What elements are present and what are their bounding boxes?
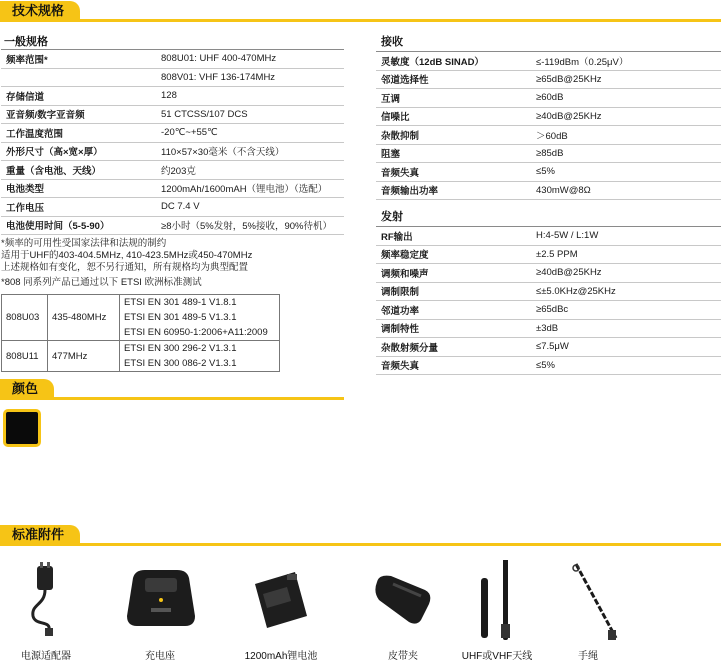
spec-row bbox=[1, 216, 344, 235]
spec-label: 电池类型 bbox=[1, 179, 156, 198]
spec-label: 电池使用时间（5-5-90） bbox=[1, 216, 156, 235]
spec-label: RF输出 bbox=[376, 227, 531, 246]
receive-heading: 接收 bbox=[381, 36, 403, 48]
accessory-power-adapter bbox=[0, 560, 106, 660]
specs-tab: 技术规格 bbox=[0, 1, 80, 21]
spec-label: 调频和噪声 bbox=[376, 264, 531, 283]
spec-value: ＞60dB bbox=[531, 126, 721, 145]
spec-row bbox=[376, 144, 721, 163]
spec-value: ≤7.5μW bbox=[531, 338, 721, 357]
spec-row bbox=[1, 68, 344, 87]
standard-item: ETSI EN 300 086-2 V1.3.1 bbox=[124, 358, 237, 369]
spec-row bbox=[1, 105, 344, 124]
spec-label: 亚音频/数字亚音频 bbox=[1, 105, 156, 124]
spec-value: 约203克 bbox=[156, 161, 344, 180]
spec-value: 808U01: UHF 400-470MHz bbox=[156, 50, 344, 69]
spec-value: ≥40dB@25KHz bbox=[531, 107, 721, 126]
charger-icon bbox=[115, 560, 205, 640]
spec-row bbox=[1, 198, 344, 217]
spec-row bbox=[1, 124, 344, 143]
notes bbox=[1, 238, 252, 289]
spec-value: ±3dB bbox=[531, 319, 721, 338]
spec-value: ≥40dB@25KHz bbox=[531, 264, 721, 283]
spec-row bbox=[376, 264, 721, 283]
spec-label: 音频输出功率 bbox=[376, 181, 531, 200]
standard-item: ETSI EN 301 489-1 V1.8.1 bbox=[124, 297, 237, 308]
accessory-charger bbox=[100, 560, 220, 660]
etsi-standards-table bbox=[1, 294, 280, 372]
spec-row bbox=[376, 126, 721, 145]
spec-row bbox=[1, 179, 344, 198]
standards-cell bbox=[120, 295, 280, 341]
spec-value: ≥8小时（5%发射，5%接收，90%待机） bbox=[156, 216, 344, 235]
accessory-battery bbox=[221, 560, 341, 660]
model-cell: 808U03 bbox=[2, 295, 48, 341]
transmit-heading: 发射 bbox=[381, 211, 403, 223]
accessory-label: 1200mAh锂电池 bbox=[244, 651, 318, 662]
spec-label: 邻道选择性 bbox=[376, 70, 531, 89]
spec-row bbox=[1, 87, 344, 106]
spec-value: ≤5% bbox=[531, 163, 721, 182]
spec-value: ≤-119dBm（0.25μV） bbox=[531, 52, 721, 71]
model-cell: 808U11 bbox=[2, 341, 48, 372]
spec-label: 杂散射频分量 bbox=[376, 338, 531, 357]
spec-value: 1200mAh/1600mAH（锂电池）（选配） bbox=[156, 179, 344, 198]
spec-label: 阻塞 bbox=[376, 144, 531, 163]
power-adapter-icon bbox=[11, 560, 81, 640]
battery-icon bbox=[241, 560, 321, 640]
spec-row bbox=[376, 89, 721, 108]
spec-row bbox=[376, 52, 721, 71]
note-line: 上述规格如有变化，恕不另行通知，所有规格均为典型配置 bbox=[1, 262, 249, 273]
accessory-label: 手绳 bbox=[578, 651, 598, 662]
specs-rule bbox=[0, 19, 721, 22]
spec-value: ≥65dB@25KHz bbox=[531, 70, 721, 89]
spec-row bbox=[376, 356, 721, 375]
spec-label: 重量（含电池、天线） bbox=[1, 161, 156, 180]
spec-label: 工作电压 bbox=[1, 198, 156, 217]
accessory-label: 充电座 bbox=[145, 651, 175, 662]
lanyard-icon bbox=[548, 560, 628, 648]
spec-label: 工作温度范围 bbox=[1, 124, 156, 143]
accessories-rule bbox=[0, 543, 721, 546]
accessory-label: UHF或VHF天线 bbox=[461, 651, 533, 662]
spec-value: ≥85dB bbox=[531, 144, 721, 163]
spec-label: 频率范围* bbox=[1, 50, 156, 69]
accessory-label: 电源适配器 bbox=[21, 651, 71, 662]
standard-item: ETSI EN 300 296-2 V1.3.1 bbox=[124, 343, 237, 354]
standards-cell bbox=[120, 341, 280, 372]
spec-row bbox=[376, 227, 721, 246]
spec-label: 互调 bbox=[376, 89, 531, 108]
general-spec-table bbox=[1, 49, 344, 235]
receive-spec-table bbox=[376, 51, 721, 200]
spec-value: ≤±5.0KHz@25KHz bbox=[531, 282, 721, 301]
spec-row bbox=[376, 70, 721, 89]
color-tab: 颜色 bbox=[0, 379, 54, 399]
spec-value: 110×57×30毫米（不含天线） bbox=[156, 142, 344, 161]
spec-value: DC 7.4 V bbox=[156, 198, 344, 217]
spec-label: 灵敏度（12dB SINAD） bbox=[376, 52, 531, 71]
spec-row bbox=[1, 161, 344, 180]
standards-row bbox=[2, 295, 280, 341]
transmit-spec-table bbox=[376, 226, 721, 375]
accessory-lanyard bbox=[528, 560, 648, 660]
spec-row bbox=[376, 163, 721, 182]
accessory-label: 皮带夹 bbox=[388, 651, 418, 662]
standards-row bbox=[2, 341, 280, 372]
standard-item: ETSI EN 60950-1:2006+A11:2009 bbox=[124, 327, 268, 338]
spec-value: ≥65dBc bbox=[531, 301, 721, 320]
belt-clip-icon bbox=[363, 560, 443, 640]
spec-row bbox=[1, 142, 344, 161]
spec-row bbox=[376, 245, 721, 264]
spec-label: 音频失真 bbox=[376, 356, 531, 375]
spec-label: 调制特性 bbox=[376, 319, 531, 338]
spec-value: ≤5% bbox=[531, 356, 721, 375]
spec-row bbox=[376, 282, 721, 301]
black-color-swatch bbox=[3, 409, 41, 447]
note-line: 适用于UHF的403-404.5MHz, 410-423.5MHz或450-470MHz bbox=[1, 250, 253, 261]
spec-label: 信噪比 bbox=[376, 107, 531, 126]
spec-label: 杂散抑制 bbox=[376, 126, 531, 145]
spec-row bbox=[1, 50, 344, 69]
spec-value: ≥60dB bbox=[531, 89, 721, 108]
spec-value: 808V01: VHF 136-174MHz bbox=[156, 68, 344, 87]
spec-row bbox=[376, 338, 721, 357]
range-cell: 435-480MHz bbox=[48, 295, 120, 341]
general-heading: 一般规格 bbox=[4, 36, 48, 48]
spec-value: -20℃~+55℃ bbox=[156, 124, 344, 143]
spec-value: 128 bbox=[156, 87, 344, 106]
spec-label bbox=[1, 68, 156, 87]
spec-row bbox=[376, 319, 721, 338]
spec-label: 频率稳定度 bbox=[376, 245, 531, 264]
spec-value: ±2.5 PPM bbox=[531, 245, 721, 264]
spec-row bbox=[376, 107, 721, 126]
spec-label: 存储信道 bbox=[1, 87, 156, 106]
spec-value: H:4-5W / L:1W bbox=[531, 227, 721, 246]
range-cell: 477MHz bbox=[48, 341, 120, 372]
accessories-tab: 标准附件 bbox=[0, 525, 80, 545]
spec-value: 430mW@8Ω bbox=[531, 181, 721, 200]
spec-value: 51 CTCSS/107 DCS bbox=[156, 105, 344, 124]
spec-row bbox=[376, 181, 721, 200]
spec-label: 调制限制 bbox=[376, 282, 531, 301]
spec-label: 音频失真 bbox=[376, 163, 531, 182]
color-rule bbox=[0, 397, 344, 400]
note-line: *频率的可用性受国家法律和法规的制约 bbox=[1, 238, 167, 249]
standard-item: ETSI EN 301 489-5 V1.3.1 bbox=[124, 312, 237, 323]
note-line: *808 同系列产品已通过以下 ETSI 欧洲标准测试 bbox=[1, 277, 202, 288]
spec-label: 邻道功率 bbox=[376, 301, 531, 320]
spec-row bbox=[376, 301, 721, 320]
spec-label: 外形尺寸（高×宽×厚） bbox=[1, 142, 156, 161]
antenna-icon bbox=[457, 560, 537, 648]
